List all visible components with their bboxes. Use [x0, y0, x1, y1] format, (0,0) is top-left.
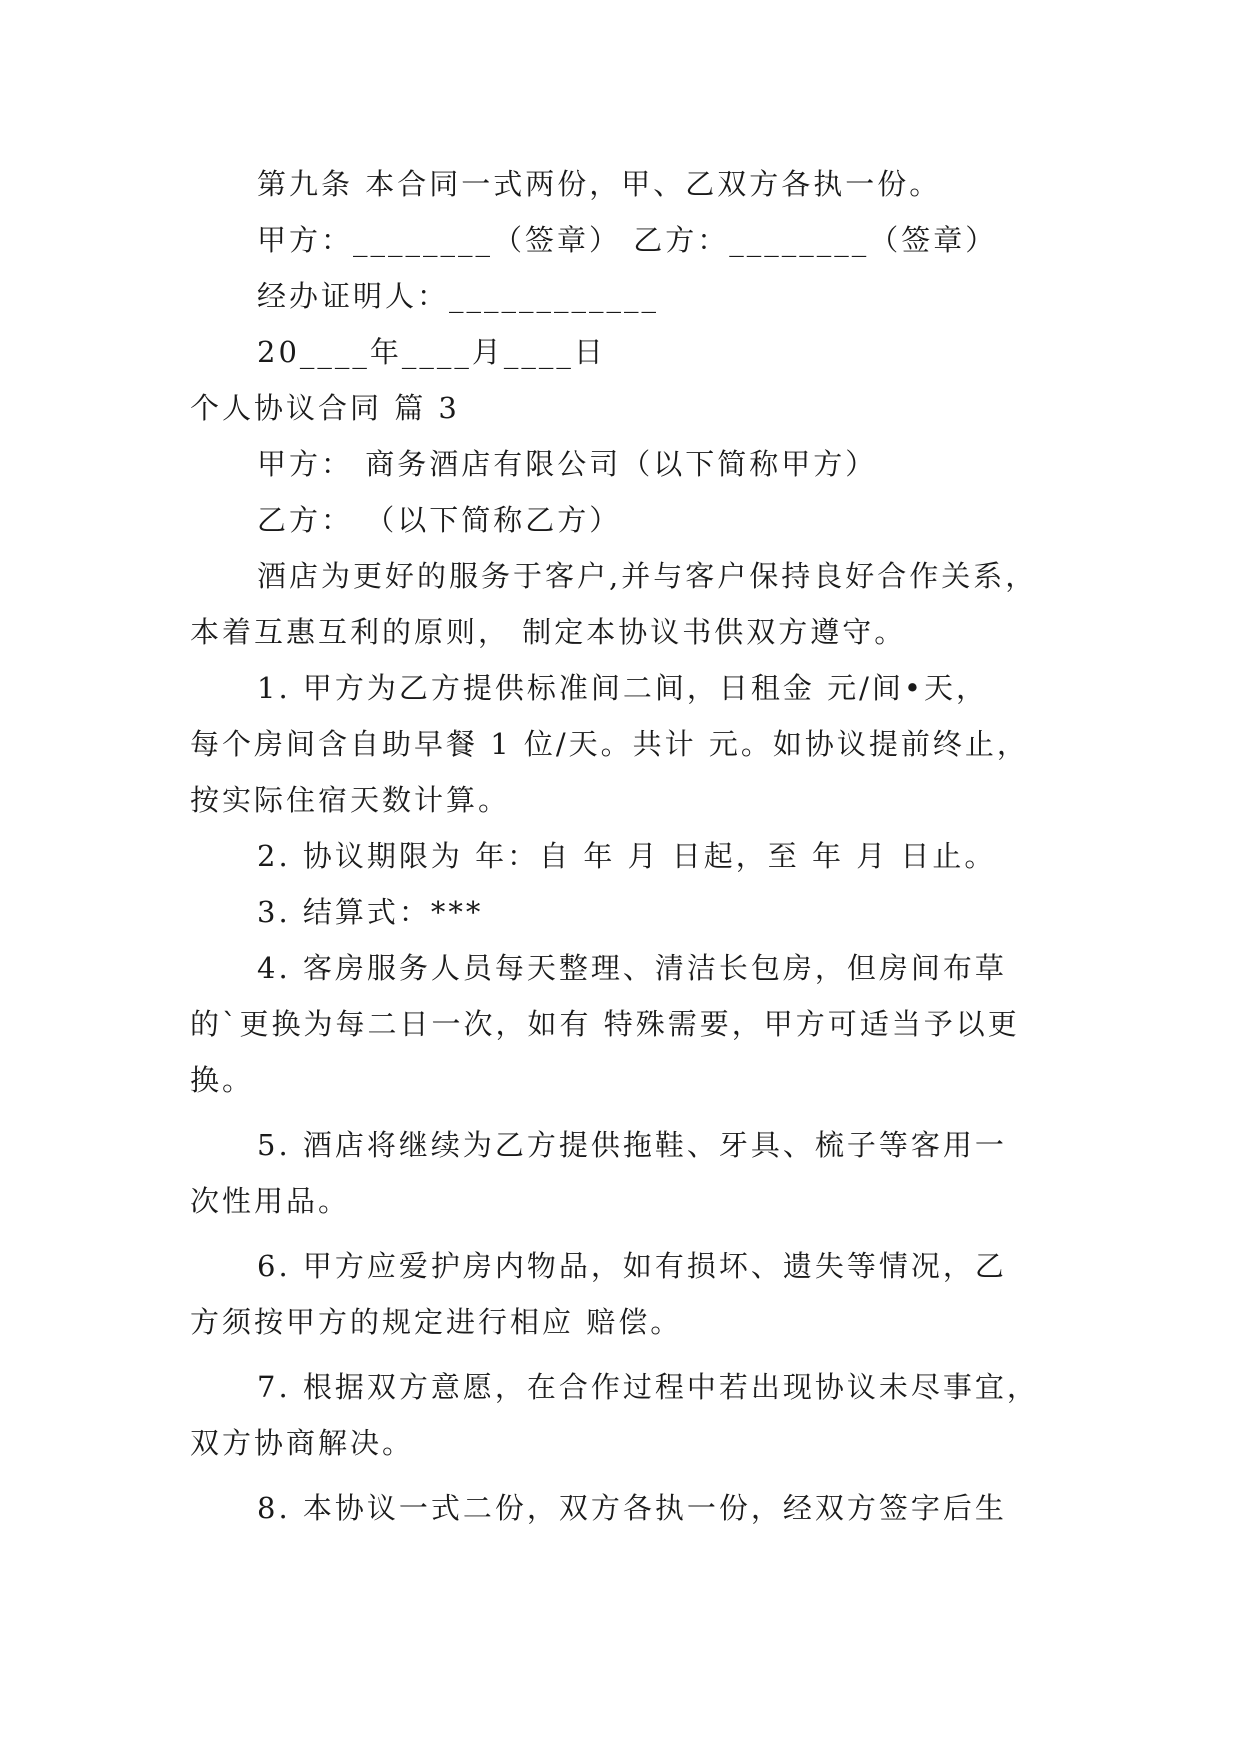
clause-7-line-2: 双方协商解决。 — [190, 1426, 415, 1460]
clause-8-line-1: 8. 本协议一式二份，双方各执一份，经双方签字后生 — [257, 1491, 1007, 1525]
clause-1-line-3: 按实际住宿天数计算。 — [190, 783, 511, 817]
date-line: 20____年____月____日 — [257, 335, 606, 369]
witness-line: 经办证明人：____________ — [257, 279, 660, 313]
clause-7-line-1: 7. 根据双方意愿，在合作过程中若出现协议未尽事宜， — [257, 1370, 1039, 1404]
article-nine-line: 第九条 本合同一式两份，甲、乙双方各执一份。 — [257, 167, 942, 201]
section-heading: 个人协议合同 篇 3 — [190, 391, 460, 425]
clause-4-line-3: 换。 — [190, 1063, 255, 1097]
intro-paragraph-line-2: 本着互惠互利的原则， 制定本协议书供双方遵守。 — [190, 615, 907, 649]
signature-line: 甲方：________（签章） 乙方：________（签章） — [257, 223, 998, 257]
clause-2-line: 2. 协议期限为 年：自 年 月 日起，至 年 月 日止。 — [257, 839, 997, 873]
clause-5-line-1: 5. 酒店将继续为乙方提供拖鞋、牙具、梳子等客用一 — [257, 1128, 1007, 1162]
party-a-line: 甲方： 商务酒店有限公司（以下简称甲方） — [257, 447, 878, 481]
party-b-line: 乙方： （以下简称乙方） — [257, 503, 622, 537]
intro-paragraph-line-1: 酒店为更好的服务于客户,并与客户保持良好合作关系， — [257, 559, 1038, 593]
clause-1-line-1: 1. 甲方为乙方提供标准间二间，日租金 元/间•天， — [257, 671, 988, 705]
clause-6-line-2: 方须按甲方的规定进行相应 赔偿。 — [190, 1305, 683, 1339]
clause-4-line-2: 的`更换为每二日一次，如有 特殊需要，甲方可适当予以更 — [190, 1007, 1020, 1041]
clause-3-line: 3. 结算式：*** — [257, 895, 484, 929]
clause-1-line-2: 每个房间含自助早餐 1 位/天。共计 元。如协议提前终止， — [190, 727, 1029, 761]
clause-4-line-1: 4. 客房服务人员每天整理、清洁长包房，但房间布草 — [257, 951, 1007, 985]
clause-6-line-1: 6. 甲方应爱护房内物品，如有损坏、遗失等情况，乙 — [257, 1249, 1007, 1283]
clause-5-line-2: 次性用品。 — [190, 1184, 351, 1218]
